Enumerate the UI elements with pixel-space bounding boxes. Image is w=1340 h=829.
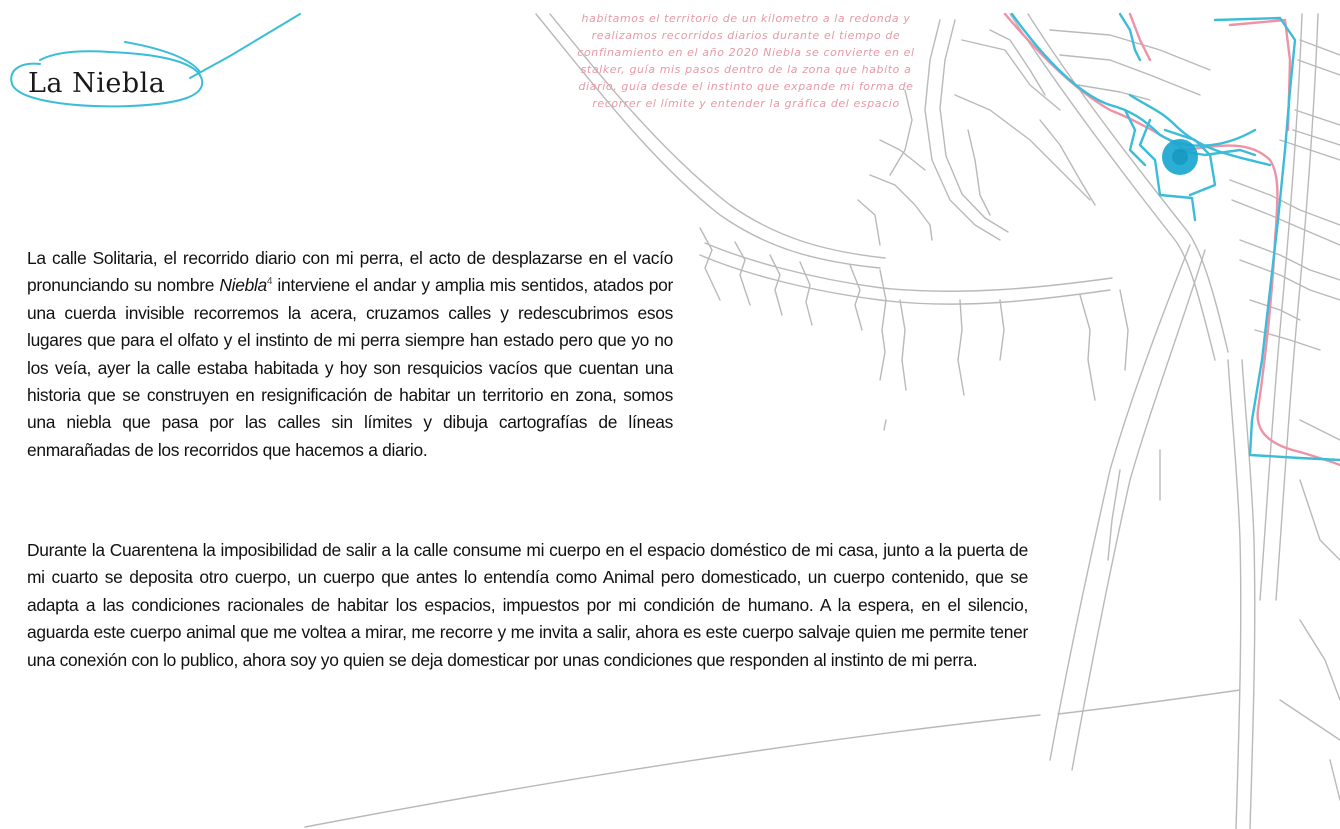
- paragraph-niebla: [27, 245, 673, 464]
- home-marker: [1162, 139, 1198, 175]
- paragraph-cuarentena: Durante la Cuarentena la imposibilidad de salir a la calle consume mi cuerpo en el espacio doméstico de mi casa, junto a la puerta de mi cuarto se deposita otro cuerpo, un cuerpo que antes lo entendía como Animal pero domesticado, un cuerpo contenido, que se adapta a las condiciones racionales de habitar los espacios, impuestos por mi condición de humano. A la espera, en el silencio, aguarda este cuerpo animal que me voltea a mirar, me recorre y me invita a salir, ahora es este cuerpo salvaje quien me permite tener una conexión con lo publico, ahora soy yo quien se deja domesticar por unas condiciones que responden al instinto de mi perra.: [27, 540, 1028, 670]
- map-annotation: habitamos el territorio de un kilometro a la redonda y realizamos recorridos diarios durante el tiempo de confinamiento en el año 2020 Niebla se convierte en el stalker, guía mis pasos dentro de la zona que habito a diario, guía desde el instinto que expande mi forma de recorrer el límite y entender la gráfica del espacio: [577, 12, 915, 110]
- page-title: La Niebla: [28, 68, 166, 99]
- title-block: [0, 0, 320, 130]
- dog-name: Niebla: [219, 275, 267, 296]
- paragraph-niebla-intro: La calle Solitaria, el recorrido diario con mi perra, el acto de desplazarse en el vacío pronunciando su nombre: [27, 248, 673, 296]
- footnote-marker: 4: [266, 276, 273, 288]
- title-scribble: [0, 0, 320, 130]
- paragraph-niebla-body: interviene el andar y amplia mis sentidos, atados por una cuerda invisible recorremos la acera, cruzamos calles y redescubrimos esos lugares que para el olfato y el instinto de mi perra siempre han estado pero que yo no los veía, ayer la calle estaba habitada y hoy son resquicios vacíos que cuentan una historia que se construyen en resignificación de habitar un territorio en zona, somos una niebla que pasa por las calles sin límites y dibuja cartografías de líneas enmarañadas de los recorridos que hacemos a diario.: [27, 275, 673, 460]
